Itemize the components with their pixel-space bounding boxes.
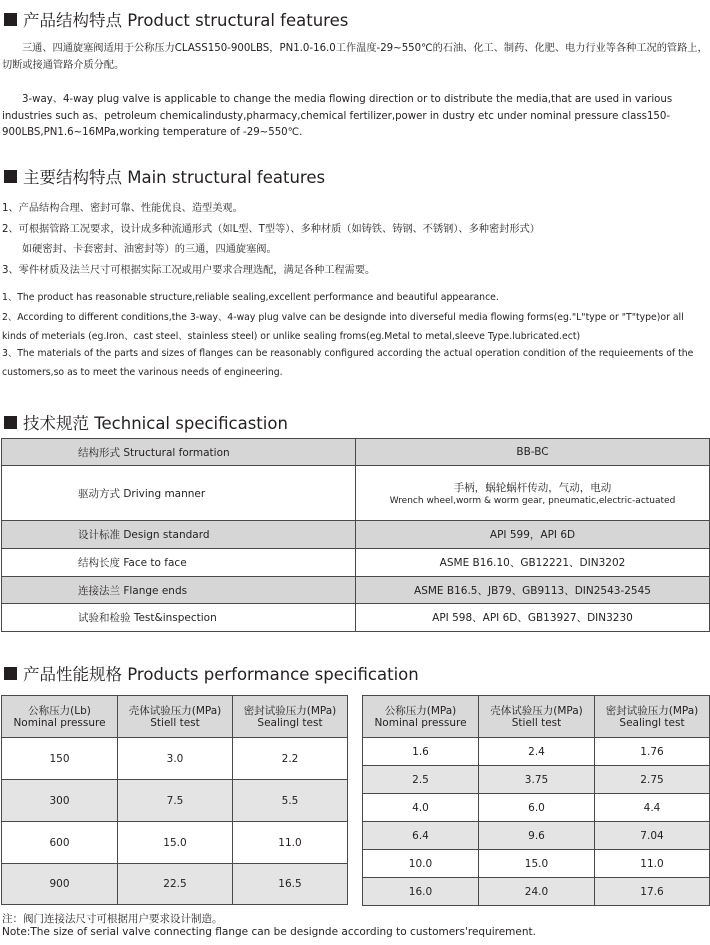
table-cell: 900 (2, 864, 118, 905)
section-header-tech (4, 410, 288, 434)
header-en: Stiell test (150, 716, 200, 729)
table-cell: 2.5 (363, 766, 479, 794)
column-header (363, 696, 479, 738)
spec-value: ASME B16.5、JB79、GB9113、DIN2543-2545 (356, 577, 710, 604)
spec-value: BB-BC (356, 439, 710, 466)
spec-label: 试验和检验 Test&inspection (2, 604, 356, 632)
table-cell: 7.04 (595, 822, 710, 850)
square-bullet-icon (4, 667, 17, 680)
table-row (2, 864, 348, 905)
table-cell: 3.75 (479, 766, 595, 794)
performance-table-lb (1, 695, 348, 905)
table-row (363, 878, 710, 906)
spec-value-en: Wrench wheel,worm & worm gear, pneumatic,electric-actuated (389, 496, 676, 506)
table-header-row (363, 696, 710, 738)
header-en: Nominal pressure (374, 716, 467, 729)
table-row (2, 822, 348, 864)
table-row (2, 439, 710, 466)
column-header (479, 696, 595, 738)
performance-table-mpa (362, 695, 710, 906)
spec-value: ASME B16.10、GB12221、DIN3202 (356, 549, 710, 577)
spec-label: 连接法兰 Flange ends (2, 577, 356, 604)
header-en: Stiell test (511, 716, 562, 729)
table-cell: 24.0 (479, 878, 595, 906)
table-row (2, 604, 710, 632)
column-header (595, 696, 710, 738)
column-header (233, 696, 348, 738)
table-cell: 150 (2, 738, 118, 780)
table-cell: 5.5 (233, 780, 348, 822)
table-cell: 15.0 (118, 822, 233, 864)
header-cn: 密封试验压力(MPa) (243, 704, 337, 717)
table-cell: 2.75 (595, 766, 710, 794)
table-header-row (2, 696, 348, 738)
column-header (118, 696, 233, 738)
spec-value: API 599，API 6D (356, 521, 710, 549)
table-row (363, 850, 710, 878)
table-cell: 2.4 (479, 738, 595, 766)
table-cell: 10.0 (363, 850, 479, 878)
spec-label: 设计标准 Design standard (2, 521, 356, 549)
table-cell: 16.5 (233, 864, 348, 905)
main-cn-item: 如硬密封、卡套密封、油密封等）的三通，四通旋塞阀。 (22, 244, 277, 255)
table-cell: 2.2 (233, 738, 348, 780)
main-cn-item: 2、可根据管路工况要求，设计成多种流通形式（如L型、T型等）、多种材质（如铸铁、铸钢、不锈钢）、多种密封形式） (2, 224, 540, 235)
technical-spec-table (1, 438, 710, 632)
spec-label: 结构形式 Structural formation (2, 439, 356, 466)
header-cn: 公称压力(MPa) (384, 704, 457, 717)
table-cell: 9.6 (479, 822, 595, 850)
table-cell: 15.0 (479, 850, 595, 878)
table-row (363, 822, 710, 850)
table-cell: 17.6 (595, 878, 710, 906)
main-en-item: 1、The product has reasonable structure,reliable sealing,excellent performance and beautiful appearance. (2, 292, 499, 303)
table-cell: 22.5 (118, 864, 233, 905)
header-cn: 公称压力(Lb) (28, 704, 91, 717)
table-row (363, 794, 710, 822)
product-text-cn: 三通、四通旋塞阀适用于公称压力CLASS150-900LBS，PN1.0-16.0工作温度-29~550℃的石油、化工、制药、化肥、电力行业等各种工况的管路上，切断或接通管路介质分配。 (2, 43, 708, 71)
product-text-en: 3-way、4-way plug valve is applicable to change the media flowing direction or to distribute the media,that are used in various industries such as、petroleum chemicalindusty,pharmacy,chemical fertilizer,power in dustry etc under nominal pressure class150-900LBS,PN1.6~16MPa,working temperature of -29~550℃. (2, 94, 673, 138)
note-en: Note:The size of serial valve connecting flange can be designde according to customers'requirement. (2, 926, 536, 938)
section-header-main (4, 164, 325, 188)
section-header-perf (4, 661, 419, 685)
spec-label: 驱动方式 Driving manner (2, 466, 356, 521)
table-cell: 6.4 (363, 822, 479, 850)
header-en: Sealingl test (619, 716, 685, 729)
table-cell: 1.76 (595, 738, 710, 766)
table-cell: 4.0 (363, 794, 479, 822)
table-row (2, 780, 348, 822)
table-cell: 4.4 (595, 794, 710, 822)
spec-label: 结构长度 Face to face (2, 549, 356, 577)
table-cell: 600 (2, 822, 118, 864)
section-title: 产品性能规格 Products performance specification (23, 665, 419, 684)
main-cn-item: 1、产品结构合理、密封可靠、性能优良、造型美观。 (2, 203, 243, 214)
column-header (2, 696, 118, 738)
table-cell: 16.0 (363, 878, 479, 906)
table-cell: 3.0 (118, 738, 233, 780)
header-en: Sealingl test (257, 716, 323, 729)
table-row (2, 738, 348, 780)
spec-value-cell (356, 466, 710, 521)
note-cn: 注：阀门连接法尺寸可根据用户要求设计制造。 (2, 913, 223, 925)
header-cn: 密封试验压力(MPa) (605, 704, 699, 717)
table-row (2, 549, 710, 577)
table-row (2, 577, 710, 604)
header-cn: 壳体试验压力(MPa) (128, 704, 222, 717)
section-title: 技术规范 Technical specificastion (23, 414, 288, 433)
table-row (363, 738, 710, 766)
main-en-item: 3、The materials of the parts and sizes of flanges can be reasonably configured according the actual operation condition of the requieements of the customers,so as to meet the varinous needs of engineering. (2, 348, 694, 378)
section-title: 主要结构特点 Main structural features (23, 168, 326, 187)
table-cell: 11.0 (595, 850, 710, 878)
table-cell: 11.0 (233, 822, 348, 864)
main-en-item: 2、According to different conditions,the 3-way、4-way plug valve can be designde into diverseful media flowing forms(eg."L"type or "T"type)or all kinds of meterials (eg.Iron、cast steel、stainless steel) or unlike sealing froms(eg.Metal to metal,sleeve Type.lubricated.ect) (2, 312, 684, 342)
square-bullet-icon (4, 13, 17, 26)
square-bullet-icon (4, 170, 17, 183)
table-cell: 6.0 (479, 794, 595, 822)
spec-value: API 598、API 6D、GB13927、DIN3230 (356, 604, 710, 632)
table-cell: 7.5 (118, 780, 233, 822)
header-en: Nominal pressure (13, 716, 106, 729)
table-row (363, 766, 710, 794)
spec-value: 手柄，蜗轮蜗杆传动，气动，电动 (453, 482, 612, 494)
section-title: 产品结构特点 Product structural features (23, 11, 349, 30)
table-row (2, 466, 710, 521)
table-row (2, 521, 710, 549)
table-cell: 300 (2, 780, 118, 822)
table-cell: 1.6 (363, 738, 479, 766)
section-header-product (4, 7, 348, 31)
header-cn: 壳体试验压力(MPa) (490, 704, 583, 717)
square-bullet-icon (4, 416, 17, 429)
main-cn-item: 3、零件材质及法兰尺寸可根据实际工况或用户要求合理选配，满足各种工程需要。 (2, 265, 376, 276)
